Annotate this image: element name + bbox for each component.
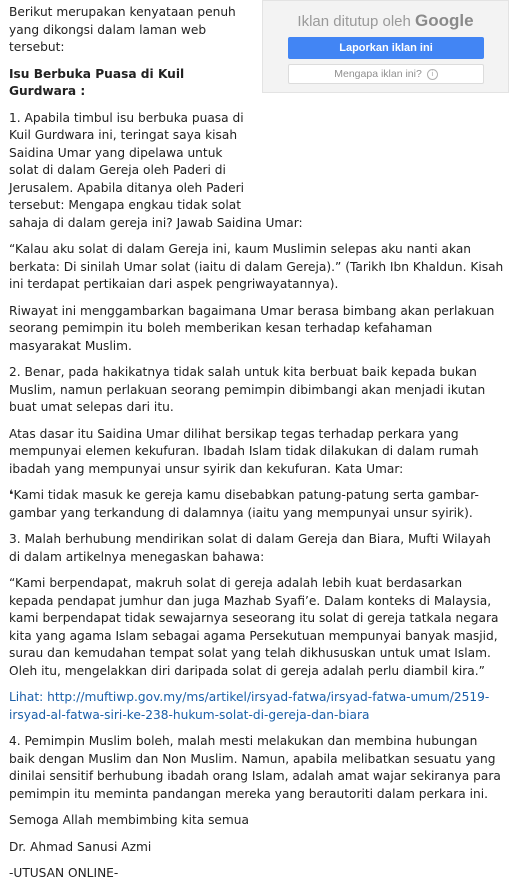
paragraph-4: 4. Pemimpin Muslim boleh, malah mesti melakukan dan membina hubungan baik dengan Muslim dan Non Muslim. Namun, apabila melibatkan sesuatu yang dinilai sensitif berhubung ibadah orang Islam, adalah amat wajar sekiranya para pemimpin itu meminta pandangan mereka yang berautoriti dalam perkara ini.: [9, 734, 501, 801]
paragraph-2: 2. Benar, pada hakikatnya tidak salah untuk kita berbuat baik kepada bukan Muslim, namun perlakuan seorang pemimpin dibimbangi akan menjadi ikutan buat umat selepas dari itu.: [9, 365, 486, 414]
closing-line: Semoga Allah membimbing kita semua: [9, 813, 249, 827]
paragraph-1-tail: sahaja di dalam gereja ini? Jawab Saidina Umar:: [9, 215, 303, 230]
intro-paragraph: Berikut merupakan kenyataan penuh yang dikongsi dalam laman web tersebut:: [9, 5, 236, 54]
source-label: -UTUSAN ONLINE-: [9, 866, 119, 880]
ad-closed-text: Iklan ditutup oleh: [297, 13, 411, 30]
info-icon: i: [427, 69, 438, 80]
quote-2: [9, 487, 505, 522]
why-this-ad-label: Mengapa iklan ini?: [334, 68, 422, 80]
article-heading: Isu Berbuka Puasa di Kuil Gurdwara :: [9, 66, 185, 98]
reference-paragraph: [9, 689, 505, 724]
paragraph-1-head: 1. Apabila timbul isu berbuka puasa di Kuil Gurdwara ini, teringat saya kisah Saidina Umar yang dipelawa untuk solat di dalam Gereja oleh Paderi di Jerusalem. Apabila ditanya oleh Paderi tersebut: Mengapa engkau tidak solat: [9, 110, 245, 212]
author-name: Dr. Ahmad Sanusi Azmi: [9, 839, 152, 854]
quote-1: “Kalau aku solat di dalam Gereja ini, kaum Muslimin selepas aku nanti akan berkata: Di sinilah Umar solat (iaitu di dalam Gereja).” (Tarikh Ibn Khaldun. Kisah ini terdapat pertikaian dari aspek pengriwayatannya).: [9, 242, 504, 291]
intro-block: [9, 4, 245, 215]
paragraph-atas-dasar: Atas dasar itu Saidina Umar dilihat bersikap tegas terhadap perkara yang mempunyai elemen kekufuran. Ibadah Islam tidak dilakukan di dalam rumah ibadah yang mempunyai unsur syirik dan kekufuran. Kata Umar:: [9, 426, 479, 476]
quote-2-text: Kami tidak masuk ke gereja kamu disebabkan patung-patung serta gambar-gambar yang terkandung di dalamnya (iaitu yang mempunyai unsur syirik).: [9, 488, 479, 520]
google-logo: Google: [415, 11, 474, 30]
quote-3: “Kami berpendapat, makruh solat di gereja adalah lebih kuat berdasarkan kepada pendapat jumhur dan juga Mazhab Syafi’e. Dalam konteks di Malaysia, kami berpendapat tidak sewajarnya seseorang itu solat di gereja tatkala negara kita yang agama Islam sebagai agama Persekutuan mempunyai banyak masjid, surau dan kemudahan tempat solat yang telah dikhususkan untuk umat Islam. Oleh itu, mengelakkan diri daripada solat di gereja adalah perlu diambil kira.”: [9, 576, 499, 678]
report-ad-button[interactable]: Laporkan iklan ini: [288, 37, 484, 59]
paragraph-3: 3. Malah berhubung mendirikan solat di dalam Gereja dan Biara, Mufti Wilayah di dalam artikelnya menegaskan bahawa:: [9, 532, 491, 564]
quote-mark-icon: ❛: [9, 488, 14, 503]
reference-link[interactable]: Lihat: http://muftiwp.gov.my/ms/artikel/irsyad-fatwa/irsyad-fatwa-umum/2519-irsyad-al-fatwa-siri-ke-238-hukum-solat-di-gereja-dan-biara: [9, 690, 490, 722]
article-body: [9, 4, 505, 892]
paragraph-riwayat: Riwayat ini menggambarkan bagaimana Umar berasa bimbang akan perlakuan seorang pemimpin itu boleh memberikan kesan terhadap kefahaman masyarakat Muslim.: [9, 303, 495, 353]
